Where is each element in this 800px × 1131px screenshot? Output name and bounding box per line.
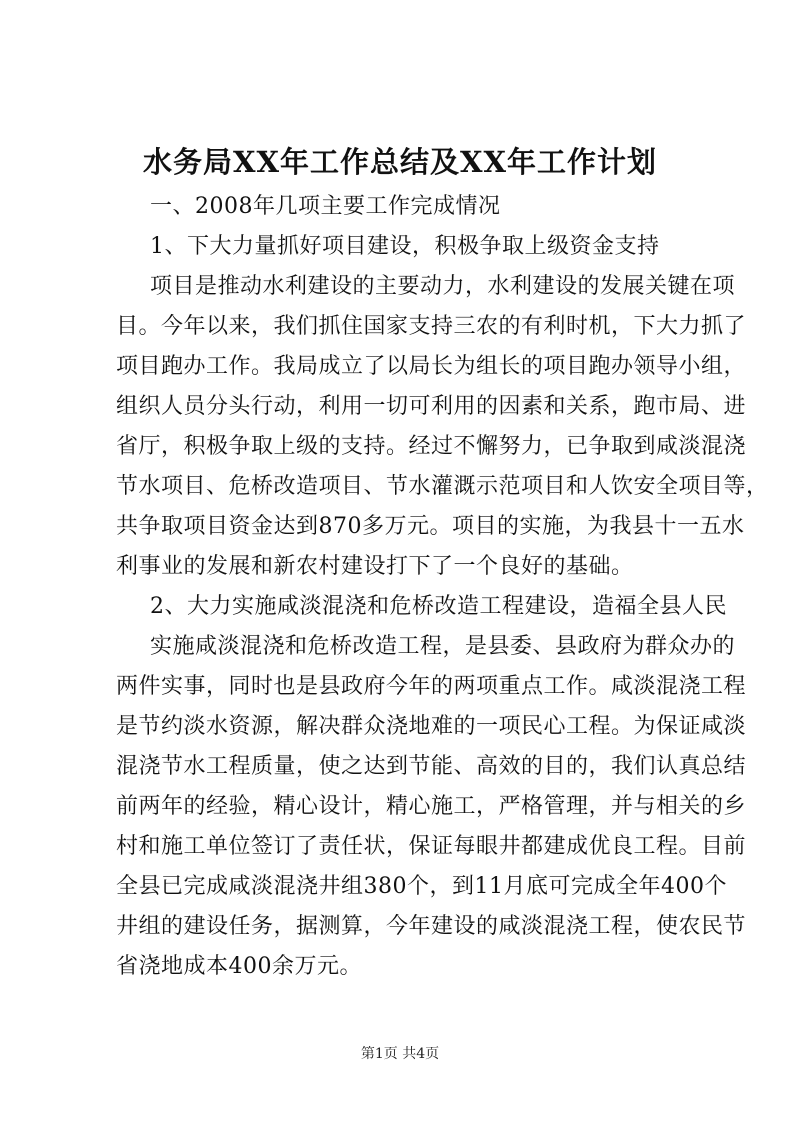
page-footer: 第1页 共4页 xyxy=(360,1046,440,1062)
paragraph-1-line-2: 目。今年以来，我们抓住国家支持三农的有利时机，下大力抓了 xyxy=(116,314,747,339)
paragraph-2-line-2: 两件实事，同时也是县政府今年的两项重点工作。咸淡混浇工程 xyxy=(116,674,747,699)
paragraph-2-line-9: 省浇地成本400余万元。 xyxy=(116,954,362,979)
paragraph-2-line-4: 混浇节水工程质量，使之达到节能、高效的目的，我们认真总结 xyxy=(116,754,747,779)
paragraph-1-line-4: 组织人员分头行动，利用一切可利用的因素和关系，跑市局、进 xyxy=(116,394,747,419)
paragraph-2-line-6: 村和施工单位签订了责任状，保证每眼井都建成优良工程。目前 xyxy=(116,834,747,859)
document-title: 水务局XX年工作总结及XX年工作计划 xyxy=(142,145,657,179)
paragraph-2-line-8: 井组的建设任务，据测算，今年建设的咸淡混浇工程，使农民节 xyxy=(116,914,747,939)
paragraph-1-line-3: 项目跑办工作。我局成立了以局长为组长的项目跑办领导小组， xyxy=(116,354,747,379)
paragraph-1-line-1: 项目是推动水利建设的主要动力，水利建设的发展关键在项 xyxy=(150,274,736,299)
section-heading: 一、2008年几项主要工作完成情况 xyxy=(150,194,501,219)
paragraph-1-line-7: 共争取项目资金达到870多万元。项目的实施，为我县十一五水 xyxy=(116,514,745,539)
paragraph-2-line-7: 全县已完成咸淡混浇井组380个，到11月底可完成全年400个 xyxy=(116,874,727,899)
paragraph-2-line-5: 前两年的经验，精心设计，精心施工，严格管理，并与相关的乡 xyxy=(116,794,747,819)
paragraph-1-line-5: 省厅，积极争取上级的支持。经过不懈努力，已争取到咸淡混浇 xyxy=(116,434,747,459)
item-heading-1: 1、下大力量抓好项目建设，积极争取上级资金支持 xyxy=(150,234,660,259)
item-heading-2: 2、大力实施咸淡混浇和危桥改造工程建设，造福全县人民 xyxy=(150,594,727,619)
paragraph-2-line-1: 实施咸淡混浇和危桥改造工程，是县委、县政府为群众办的 xyxy=(150,634,736,659)
paragraph-1-line-8: 利事业的发展和新农村建设打下了一个良好的基础。 xyxy=(116,554,634,579)
paragraph-1-line-6: 节水项目、危桥改造项目、节水灌溉示范项目和人饮安全项目等， xyxy=(116,474,769,499)
paragraph-2-line-3: 是节约淡水资源，解决群众浇地难的一项民心工程。为保证咸淡 xyxy=(116,714,747,739)
